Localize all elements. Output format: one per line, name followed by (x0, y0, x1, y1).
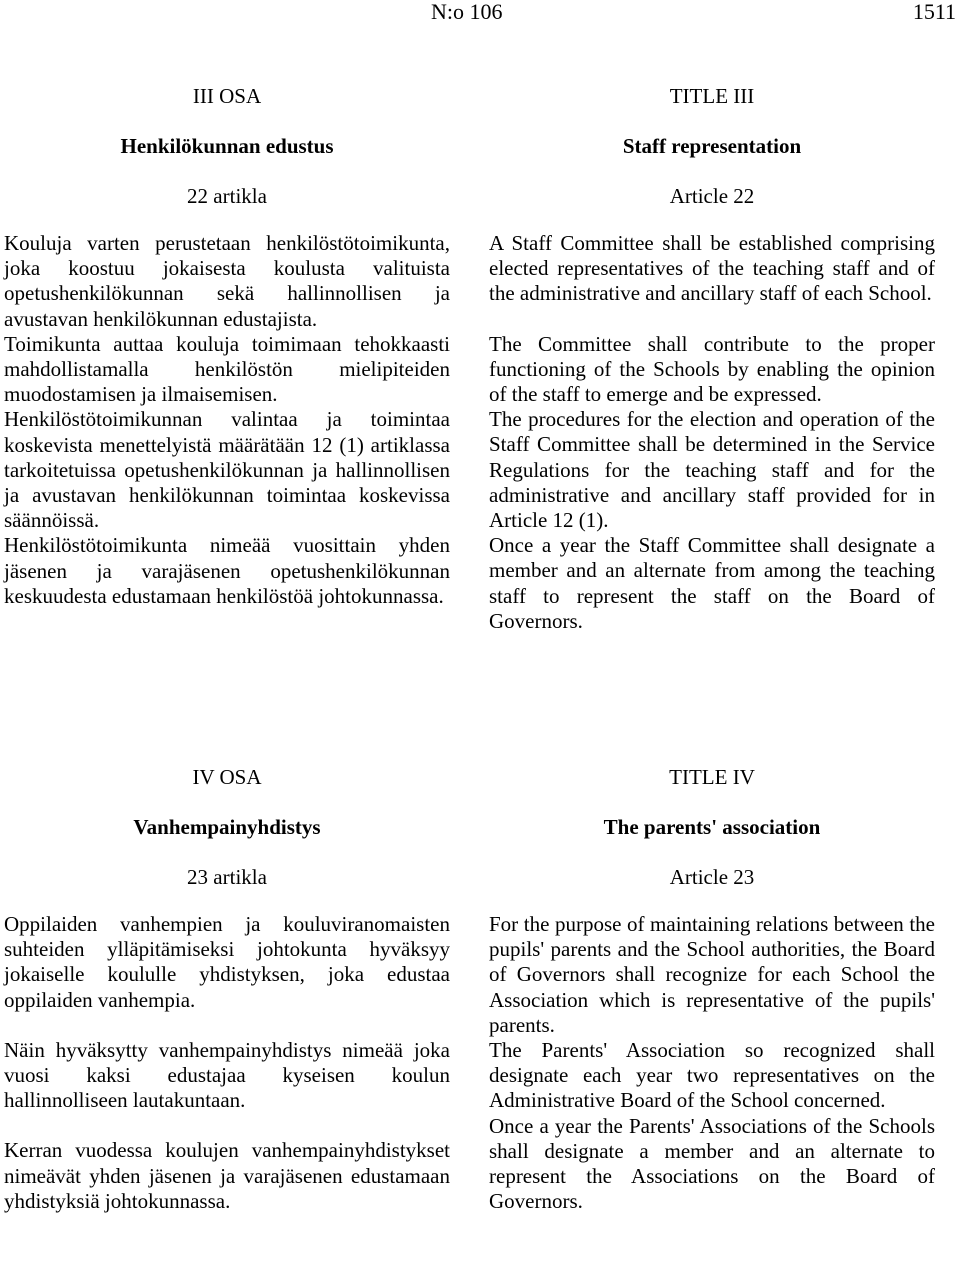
finnish-column-part-4 (4, 762, 450, 1214)
paragraph-gap (489, 307, 935, 332)
paragraph-gap (4, 1013, 450, 1038)
paragraph: Kerran vuodessa koulujen vanhempainyhdistykset nimeävät yhden jäsenen ja varajäsenen edustamaan yhdistyksiä johtokunnassa. (4, 1138, 450, 1213)
finnish-column-part-3 (4, 81, 450, 609)
paragraph: Henkilöstötoimikunnan valintaa ja toimintaa koskevista menettelyistä määrätään 12 (1) artiklassa tarkoitetuissa opetushenkilökunnan ja hallinnollisen ja avustavan henkilökunnan toimintaa koskevissa säännöissä. (4, 407, 450, 533)
part-title: TITLE III (669, 84, 755, 108)
paragraph: Kouluja varten perustetaan henkilöstötoimikunta, joka koostuu jokaisesta koulusta valituista opetushenkilökunnan sekä hallinnollisen ja avustavan henkilökunnan edustajista. (4, 231, 450, 331)
paragraph: Henkilöstötoimikunta nimeää vuosittain yhden jäsenen ja varajäsenen opetushenkilökunnan keskuudesta edustamaan henkilöstöä johtokunnassa. (4, 533, 450, 608)
paragraph: A Staff Committee shall be established comprising elected representatives of the teaching staff and of the administrative and ancillary staff of each School. (489, 231, 935, 306)
paragraph: The procedures for the election and operation of the Staff Committee shall be determined in the Service Regulations for the teaching staff and for the administrative and ancillary staff provided for in Article 12 (1). (489, 407, 935, 533)
section-heading: Staff representation (622, 134, 802, 158)
paragraph: Once a year the Staff Committee shall designate a member and an alternate from among the teaching staff to represent the staff on the Board of Governors. (489, 533, 935, 633)
page-header (0, 0, 960, 27)
paragraph: For the purpose of maintaining relations between the pupils' parents and the School authorities, the Board of Governors shall recognize for each School the Association which is representative of the pupils' parents. (489, 912, 935, 1037)
section-heading: The parents' association (603, 815, 821, 839)
paragraph: The Committee shall contribute to the proper functioning of the Schools by enabling the opinion of the staff to emerge and be expressed. (489, 331, 935, 407)
part-title: TITLE IV (669, 765, 755, 789)
part-title: IV OSA (192, 765, 262, 789)
article-number: 23 artikla (187, 865, 267, 889)
paragraph-gap (4, 1113, 450, 1138)
article-number: Article 23 (669, 865, 755, 889)
issue-number: N:o 106 (431, 0, 503, 24)
page-number: 1511 (912, 0, 956, 24)
section-heading: Vanhempainyhdistys (133, 815, 321, 839)
english-column-part-3 (489, 81, 935, 634)
paragraph: Oppilaiden vanhempien ja kouluviranomaisten suhteiden ylläpitämiseksi johtokunta hyväksyy jokaiselle koululle yhdistyksen, joka edustaa oppilaiden vanhempia. (4, 912, 450, 1012)
paragraph: Once a year the Parents' Associations of the Schools shall designate a member and an alternate to represent the Associations on the Board of Governors. (489, 1113, 935, 1214)
part-title: III OSA (192, 84, 262, 108)
section-heading: Henkilökunnan edustus (120, 134, 334, 158)
article-number: 22 artikla (187, 184, 267, 208)
paragraph: The Parents' Association so recognized shall designate each year two representatives on the Administrative Board of the School concerned. (489, 1038, 935, 1113)
paragraph: Toimikunta auttaa kouluja toimimaan tehokkaasti mahdollistamalla henkilöstön mielipiteiden muodostamisen ja ilmaisemisen. (4, 331, 450, 407)
paragraph: Näin hyväksytty vanhempainyhdistys nimeää joka vuosi kaksi edustajaa kyseisen koulun hallinnolliseen lautakuntaan. (4, 1037, 450, 1113)
english-column-part-4 (489, 762, 935, 1214)
article-number: Article 22 (669, 184, 755, 208)
